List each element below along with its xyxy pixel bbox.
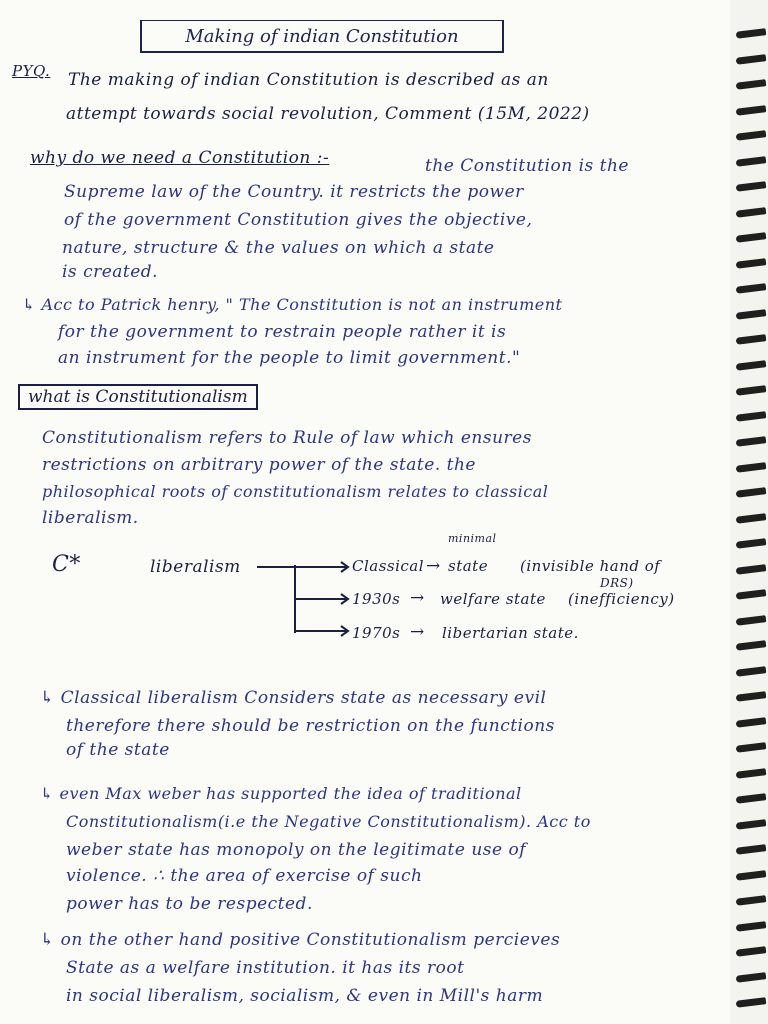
constitutionalism-line-1: Constitutionalism refers to Rule of law which ensures: [42, 428, 532, 448]
branch-1-arrow: →: [426, 556, 441, 576]
spiral-binding: [730, 0, 768, 1024]
spiral-ring: [736, 589, 767, 600]
why-heading: why do we need a Constitution :-: [30, 148, 330, 168]
spiral-ring: [736, 232, 767, 243]
henry-line-1: ↳ Acc to Patrick henry, " The Constitution is not an instrument: [22, 295, 563, 314]
henry-line-2: for the government to restrain people rather it is: [58, 322, 507, 342]
spiral-ring: [736, 946, 767, 957]
branch-3-result: libertarian state.: [442, 624, 579, 642]
branch-1-note2: DRS): [600, 576, 634, 590]
henry-line-3: an instrument for the people to limit government.": [58, 348, 521, 368]
constitutionalism-line-4: liberalism.: [42, 508, 139, 528]
spiral-ring: [736, 385, 767, 396]
spiral-ring: [736, 283, 767, 294]
spiral-ring: [736, 54, 767, 65]
positive-line-3: in social liberalism, socialism, & even in Mill's harm: [66, 986, 544, 1006]
diagram-root: liberalism: [150, 557, 241, 577]
weber-line-4: violence. ∴ the area of exercise of such: [66, 866, 423, 886]
why-line-2: Supreme law of the Country. it restricts the power: [64, 182, 524, 202]
constitutionalism-line-2: restrictions on arbitrary power of the state. the: [42, 455, 476, 475]
spiral-ring: [736, 105, 767, 116]
spiral-ring: [736, 334, 767, 345]
spiral-ring: [736, 360, 767, 371]
spiral-ring: [736, 666, 767, 677]
pyq-line-2: attempt towards social revolution, Comment (15M, 2022): [66, 104, 590, 124]
classical-line-3: of the state: [66, 740, 170, 760]
spiral-ring: [736, 972, 767, 983]
constitutionalism-heading: what is Constitutionalism: [18, 384, 258, 410]
spiral-ring: [736, 997, 767, 1008]
diagram-star: C*: [52, 552, 81, 577]
spiral-ring: [736, 436, 767, 447]
spiral-ring: [736, 156, 767, 167]
spiral-ring: [736, 258, 767, 269]
spiral-ring: [736, 130, 767, 141]
spiral-ring: [736, 462, 767, 473]
spiral-ring: [736, 181, 767, 192]
classical-line-1: ↳ Classical liberalism Considers state as necessary evil: [40, 688, 547, 708]
spiral-ring: [736, 538, 767, 549]
positive-line-2: State as a welfare institution. it has its root: [66, 958, 465, 978]
weber-line-1: ↳ even Max weber has supported the idea of traditional: [40, 784, 522, 803]
spiral-ring: [736, 487, 767, 498]
branch-1-label: Classical: [352, 557, 425, 575]
spiral-ring: [736, 895, 767, 906]
branch-2-result: welfare state: [440, 590, 546, 608]
branch-3-label: 1970s: [352, 624, 401, 642]
why-line-3: of the government Constitution gives the objective,: [64, 210, 533, 230]
page-title: Making of indian Constitution: [140, 20, 504, 53]
why-line-1: the Constitution is the: [425, 156, 629, 176]
classical-line-2: therefore there should be restriction on the functions: [66, 716, 555, 736]
spiral-ring: [736, 28, 767, 39]
branch-2-note: (inefficiency): [568, 590, 675, 608]
spiral-ring: [736, 717, 767, 728]
spiral-ring: [736, 768, 767, 779]
spiral-ring: [736, 615, 767, 626]
constitutionalism-line-3: philosophical roots of constitutionalism relates to classical: [42, 482, 549, 501]
weber-line-2: Constitutionalism(i.e the Negative Constitutionalism). Acc to: [66, 812, 591, 831]
pyq-line-1: The making of indian Constitution is described as an: [68, 70, 549, 90]
spiral-ring: [736, 309, 767, 320]
positive-line-1: ↳ on the other hand positive Constitutionalism percieves: [40, 930, 561, 950]
branch-1-note: (invisible hand of: [520, 557, 661, 575]
spiral-ring: [736, 411, 767, 422]
spiral-ring: [736, 844, 767, 855]
branch-2-label: 1930s: [352, 590, 401, 608]
spiral-ring: [736, 640, 767, 651]
spiral-ring: [736, 793, 767, 804]
spiral-ring: [736, 691, 767, 702]
spiral-ring: [736, 564, 767, 575]
spiral-ring: [736, 79, 767, 90]
spiral-ring: [736, 513, 767, 524]
spiral-ring: [736, 870, 767, 881]
pyq-tag: PYQ.: [12, 62, 51, 80]
spiral-ring: [736, 742, 767, 753]
weber-line-3: weber state has monopoly on the legitimate use of: [66, 840, 527, 860]
spiral-ring: [736, 921, 767, 932]
weber-line-5: power has to be respected.: [66, 894, 313, 914]
spiral-ring: [736, 819, 767, 830]
branch-1-result: state: [448, 557, 489, 575]
branch-3-arrow: →: [410, 622, 425, 642]
why-line-5: is created.: [62, 262, 159, 282]
why-line-4: nature, structure & the values on which a state: [62, 238, 495, 258]
branch-1-sup: minimal: [448, 532, 497, 545]
spiral-ring: [736, 207, 767, 218]
branch-2-arrow: →: [410, 588, 425, 608]
branch-diagram: [255, 555, 355, 645]
